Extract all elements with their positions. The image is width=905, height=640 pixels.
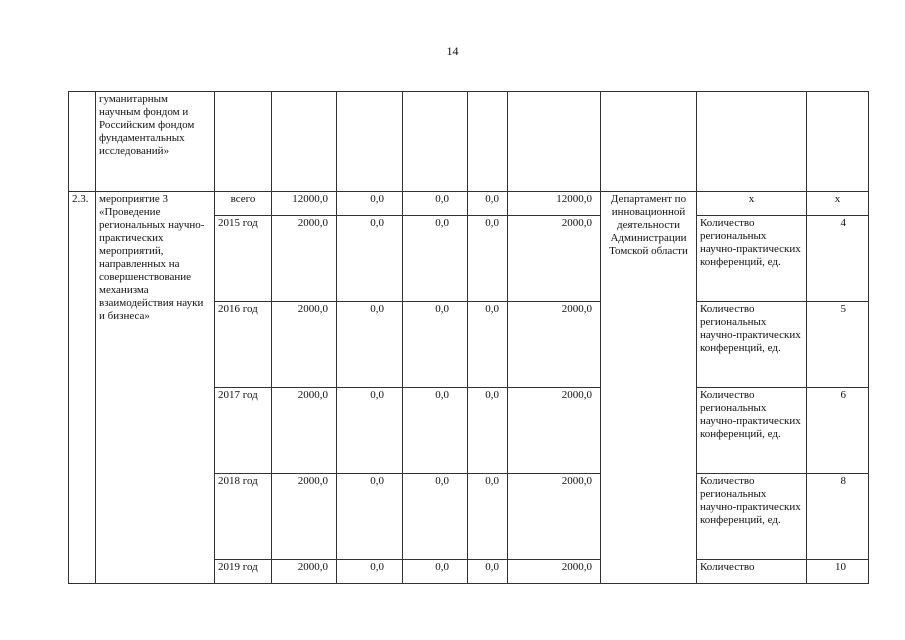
value-cell: 2000,0 (508, 474, 601, 560)
target-cell: 8 (807, 474, 869, 560)
target-cell: 4 (807, 216, 869, 302)
total-row (69, 192, 869, 216)
value-cell: 0,0 (337, 560, 403, 584)
value-cell: 2000,0 (508, 302, 601, 388)
indicator-cell: Количество региональных научно-практических конференций, ед. (697, 474, 807, 560)
value-cell: 0,0 (403, 192, 468, 216)
value-cell: 2000,0 (272, 302, 337, 388)
value-cell: 2000,0 (508, 560, 601, 584)
value-cell: 12000,0 (508, 192, 601, 216)
indicator-cell: Количество региональных научно-практических конференций, ед. (697, 302, 807, 388)
value-cell: 0,0 (403, 302, 468, 388)
period-cell: 2016 год (215, 302, 272, 388)
department-cell: Департамент по инновационной деятельности Администрации Томской области (601, 192, 697, 584)
period-cell: 2015 год (215, 216, 272, 302)
value-cell: 2000,0 (272, 560, 337, 584)
continuation-row (69, 92, 869, 192)
value-cell: 2000,0 (272, 216, 337, 302)
value-cell: 0,0 (468, 192, 508, 216)
value-cell: 0,0 (403, 474, 468, 560)
target-cell: 6 (807, 388, 869, 474)
value-cell: 0,0 (468, 302, 508, 388)
value-cell: 2000,0 (508, 216, 601, 302)
value-cell: 0,0 (337, 302, 403, 388)
value-cell: 2000,0 (272, 388, 337, 474)
value-cell: 0,0 (337, 474, 403, 560)
value-cell: 0,0 (468, 388, 508, 474)
value-cell: 0,0 (403, 560, 468, 584)
value-cell: 12000,0 (272, 192, 337, 216)
cell-number (69, 92, 96, 192)
value-cell: 0,0 (337, 192, 403, 216)
indicator-cell: x (697, 192, 807, 216)
page-number: 14 (446, 44, 459, 58)
activity-name: мероприятие 3 «Проведение региональных научно-практических мероприятий, направленных на совершенствование механизма взаимодействия науки и бизнеса» (96, 192, 215, 584)
period-cell: 2017 год (215, 388, 272, 474)
activity-text-cell: гуманитарным научным фондом и Российским фондом фундаментальных исследований» (96, 92, 215, 192)
period-cell: всего (215, 192, 272, 216)
indicator-cell: Количество региональных научно-практических конференций, ед. (697, 216, 807, 302)
value-cell: 0,0 (337, 216, 403, 302)
period-cell: 2019 год (215, 560, 272, 584)
value-cell: 0,0 (337, 388, 403, 474)
period-cell: 2018 год (215, 474, 272, 560)
value-cell: 0,0 (468, 216, 508, 302)
indicator-cell: Количество (697, 560, 807, 584)
activity-number: 2.3. (69, 192, 96, 584)
value-cell: 0,0 (468, 474, 508, 560)
value-cell: 0,0 (403, 216, 468, 302)
target-cell: 5 (807, 302, 869, 388)
value-cell: 2000,0 (272, 474, 337, 560)
program-table (68, 91, 869, 584)
value-cell: 0,0 (468, 560, 508, 584)
value-cell: 2000,0 (508, 388, 601, 474)
target-cell: 10 (807, 560, 869, 584)
indicator-cell: Количество региональных научно-практических конференций, ед. (697, 388, 807, 474)
target-cell: x (807, 192, 869, 216)
value-cell: 0,0 (403, 388, 468, 474)
